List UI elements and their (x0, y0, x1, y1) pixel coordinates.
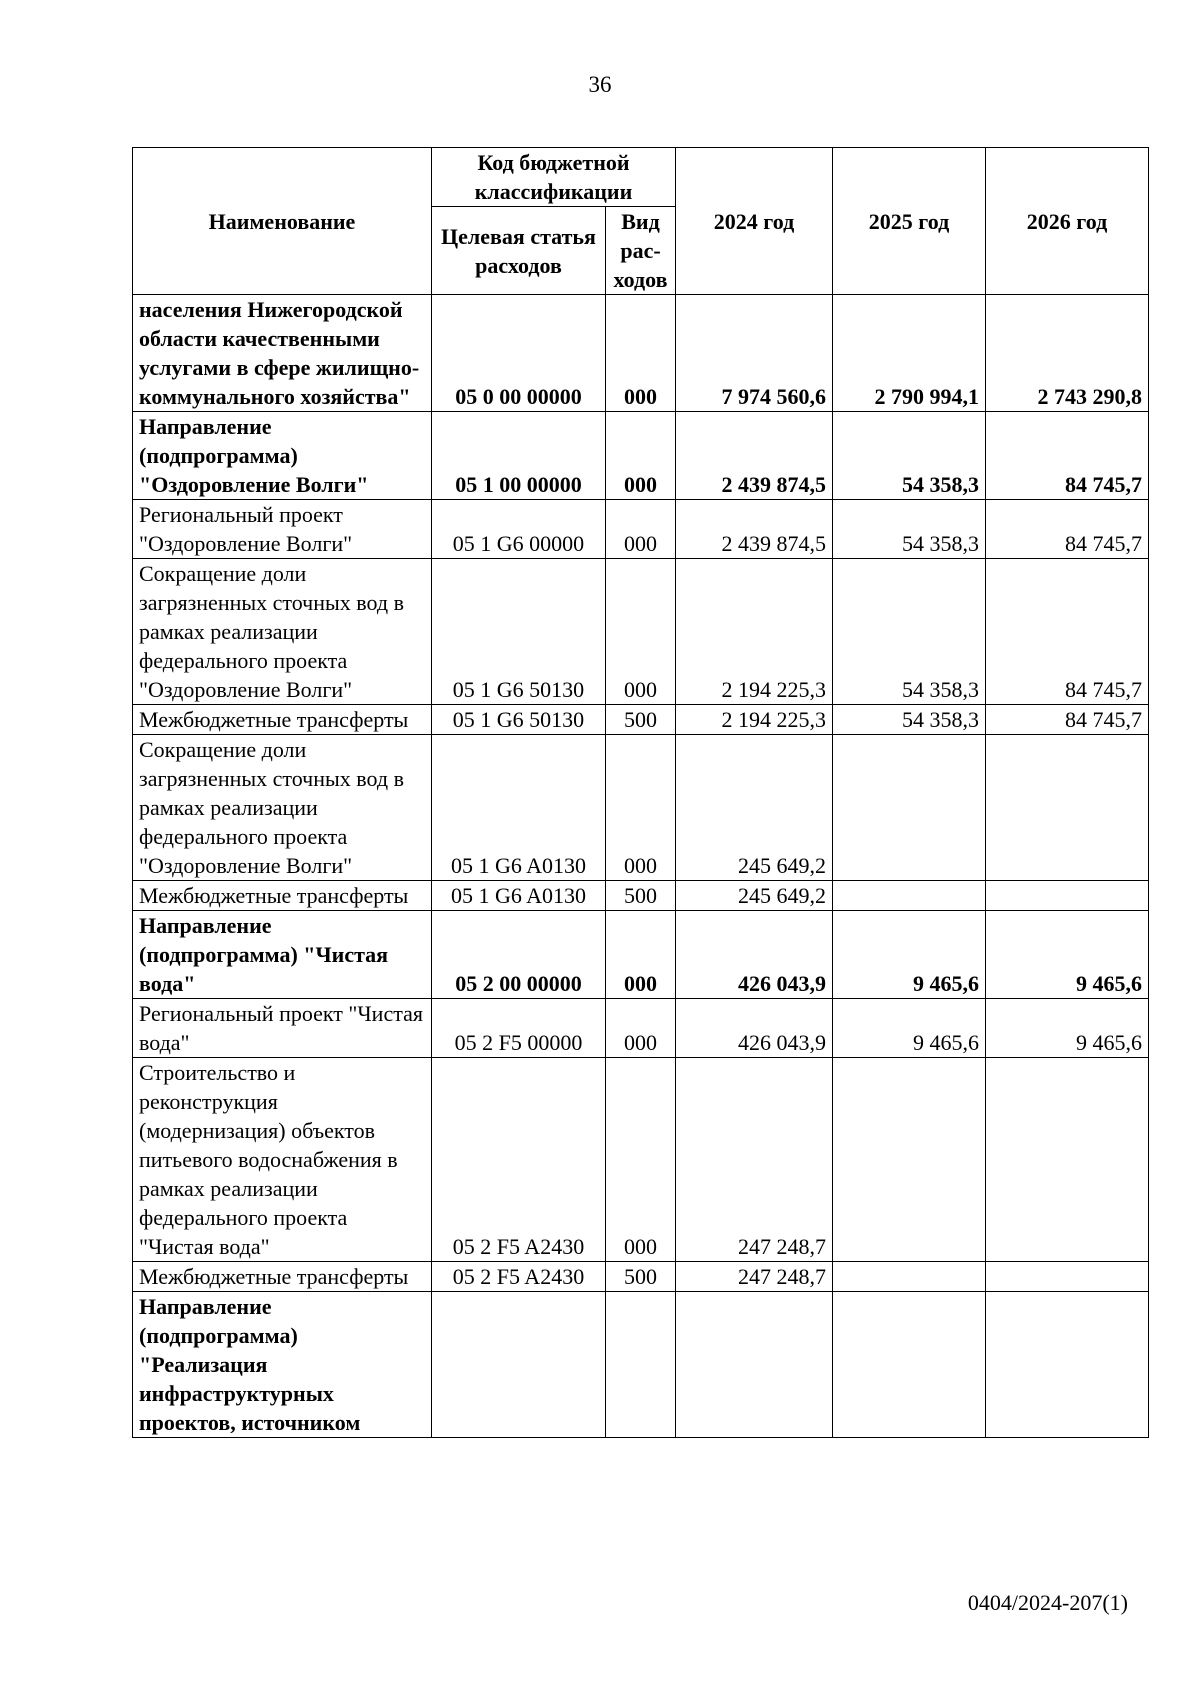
row-2024-cell: 247 248,7 (676, 1058, 833, 1262)
document-id: 0404/2024-207(1) (967, 1590, 1128, 1615)
row-target-article-cell: 05 1 G6 50130 (432, 559, 606, 705)
table-row (133, 1292, 1149, 1438)
table-header-row (133, 148, 1149, 207)
row-expense-type-cell: 000 (606, 735, 676, 881)
row-2025-cell: 54 358,3 (833, 559, 986, 705)
row-target-article-cell: 05 1 G6 A0130 (432, 881, 606, 911)
row-name-cell: Межбюджетные трансферты (133, 705, 432, 735)
table-row (133, 1262, 1149, 1292)
row-2025-cell: 54 358,3 (833, 500, 986, 559)
header-2025: 2025 год (833, 148, 986, 295)
row-target-article-cell: 05 2 00 00000 (432, 911, 606, 999)
row-2024-cell: 426 043,9 (676, 911, 833, 999)
header-name: Наименование (133, 148, 432, 295)
row-target-article-cell: 05 2 F5 A2430 (432, 1058, 606, 1262)
header-code-group: Код бюджетной классификации (432, 148, 676, 207)
row-expense-type-cell: 500 (606, 881, 676, 911)
row-2024-cell: 2 439 874,5 (676, 412, 833, 500)
row-name-cell: Направление (подпрограмма) "Чистая вода" (133, 911, 432, 999)
table-row (133, 500, 1149, 559)
row-2025-cell: 54 358,3 (833, 705, 986, 735)
row-2026-cell (986, 881, 1149, 911)
budget-table (132, 147, 1149, 1438)
row-2026-cell (986, 1262, 1149, 1292)
row-2024-cell: 245 649,2 (676, 881, 833, 911)
row-2025-cell (833, 881, 986, 911)
row-2024-cell: 2 439 874,5 (676, 500, 833, 559)
row-2026-cell: 9 465,6 (986, 999, 1149, 1058)
row-target-article-cell (432, 1292, 606, 1438)
row-target-article-cell: 05 2 F5 00000 (432, 999, 606, 1058)
row-name-cell: Межбюджетные трансферты (133, 1262, 432, 1292)
row-name-cell: Сокращение доли загрязненных сточных вод в рамках реализации федерального проекта "Оздоровление Волги" (133, 559, 432, 705)
row-name-cell: населения Нижегородской области качественными услугами в сфере жилищно-коммунального хозяйства" (133, 295, 432, 412)
header-target-article: Целевая статья расходов (432, 207, 606, 295)
row-2026-cell: 9 465,6 (986, 911, 1149, 999)
table-row (133, 705, 1149, 735)
row-2024-cell: 247 248,7 (676, 1262, 833, 1292)
header-2026: 2026 год (986, 148, 1149, 295)
row-2025-cell (833, 1262, 986, 1292)
table-row (133, 911, 1149, 999)
table-row (133, 881, 1149, 911)
row-2026-cell: 84 745,7 (986, 559, 1149, 705)
row-2024-cell: 245 649,2 (676, 735, 833, 881)
row-2026-cell (986, 735, 1149, 881)
page-number: 36 (588, 72, 612, 97)
row-name-cell: Направление (подпрограмма) "Оздоровление Волги" (133, 412, 432, 500)
row-expense-type-cell: 000 (606, 559, 676, 705)
row-expense-type-cell: 500 (606, 705, 676, 735)
header-2024: 2024 год (676, 148, 833, 295)
row-name-cell: Направление (подпрограмма) "Реализация инфраструктурных проектов, источником (133, 1292, 432, 1438)
row-2024-cell: 7 974 560,6 (676, 295, 833, 412)
row-expense-type-cell (606, 1292, 676, 1438)
row-target-article-cell: 05 1 G6 00000 (432, 500, 606, 559)
row-2025-cell (833, 1292, 986, 1438)
row-target-article-cell: 05 0 00 00000 (432, 295, 606, 412)
row-name-cell: Строительство и реконструкция (модернизация) объектов питьевого водоснабжения в рамках реализации федерального проекта "Чистая вода" (133, 1058, 432, 1262)
row-name-cell: Региональный проект "Оздоровление Волги" (133, 500, 432, 559)
row-expense-type-cell: 000 (606, 500, 676, 559)
row-expense-type-cell: 000 (606, 999, 676, 1058)
row-expense-type-cell: 000 (606, 295, 676, 412)
row-2026-cell: 2 743 290,8 (986, 295, 1149, 412)
row-2024-cell: 426 043,9 (676, 999, 833, 1058)
row-name-cell: Региональный проект "Чистая вода" (133, 999, 432, 1058)
row-2026-cell: 84 745,7 (986, 705, 1149, 735)
row-name-cell: Сокращение доли загрязненных сточных вод в рамках реализации федерального проекта "Оздоровление Волги" (133, 735, 432, 881)
row-target-article-cell: 05 1 00 00000 (432, 412, 606, 500)
header-expense-type: Вид рас-ходов (606, 207, 676, 295)
row-2025-cell (833, 735, 986, 881)
row-2026-cell (986, 1292, 1149, 1438)
row-name-cell: Межбюджетные трансферты (133, 881, 432, 911)
table-row (133, 999, 1149, 1058)
table-row (133, 1058, 1149, 1262)
table-row (133, 295, 1149, 412)
row-expense-type-cell: 000 (606, 911, 676, 999)
row-2026-cell (986, 1058, 1149, 1262)
row-expense-type-cell: 000 (606, 1058, 676, 1262)
row-expense-type-cell: 500 (606, 1262, 676, 1292)
table-row (133, 559, 1149, 705)
table-row (133, 412, 1149, 500)
row-target-article-cell: 05 2 F5 A2430 (432, 1262, 606, 1292)
row-target-article-cell: 05 1 G6 A0130 (432, 735, 606, 881)
row-2024-cell (676, 1292, 833, 1438)
row-target-article-cell: 05 1 G6 50130 (432, 705, 606, 735)
row-2025-cell (833, 1058, 986, 1262)
table-row (133, 735, 1149, 881)
row-2025-cell: 2 790 994,1 (833, 295, 986, 412)
row-2024-cell: 2 194 225,3 (676, 705, 833, 735)
row-2026-cell: 84 745,7 (986, 500, 1149, 559)
row-2026-cell: 84 745,7 (986, 412, 1149, 500)
row-2025-cell: 54 358,3 (833, 412, 986, 500)
row-2025-cell: 9 465,6 (833, 911, 986, 999)
row-2024-cell: 2 194 225,3 (676, 559, 833, 705)
row-expense-type-cell: 000 (606, 412, 676, 500)
row-2025-cell: 9 465,6 (833, 999, 986, 1058)
